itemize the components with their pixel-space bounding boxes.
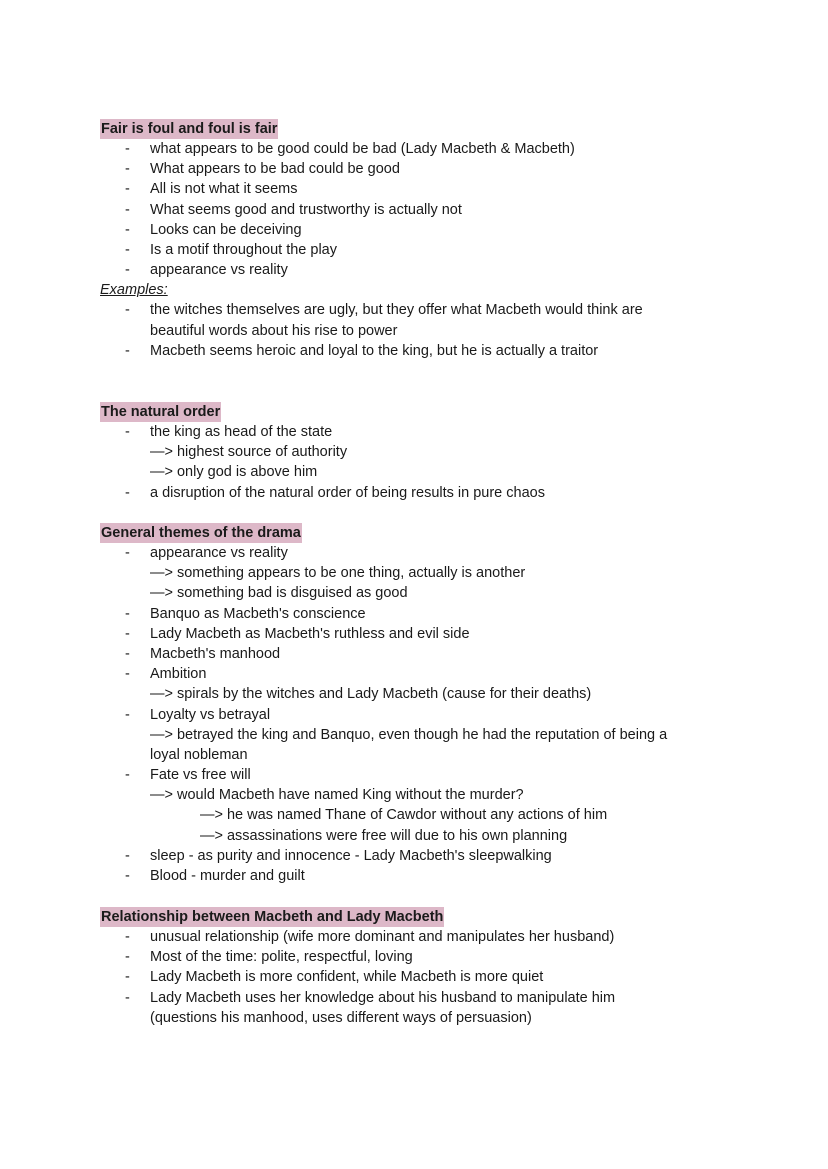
bullet-item: - a disruption of the natural order of being results in pure chaos [125,484,545,501]
bullet-item: - appearance vs reality [125,545,288,561]
section-general-themes [100,523,740,886]
section-fair-is-foul [100,119,740,361]
bullet-item: - unusual relationship (wife more dominant and manipulates her husband) [125,929,615,945]
bullet-item: - All is not what it seems [125,181,298,198]
sub-item: —> something appears to be one thing, actually is another [150,565,526,582]
bullet-item: - the king as head of the state [125,424,333,440]
section-heading: Fair is foul and foul is fair [101,121,278,137]
sub-sub-item: —> assassinations were free will due to his own planning [200,827,568,844]
bullet-item: - Lady Macbeth uses her knowledge about his husband to manipulate him [125,989,616,1006]
example-item: - the witches themselves are ugly, but they offer what Macbeth would think are [125,302,643,319]
bullet-item: - Fate vs free will [125,767,251,784]
sub-item-continuation: loyal nobleman [150,746,248,763]
sub-item: —> something bad is disguised as good [150,585,408,602]
bullet-item: - Lady Macbeth is more confident, while Macbeth is more quiet [125,969,544,986]
section-natural-order [100,402,740,503]
examples-label: Examples: [100,282,168,299]
bullet-item: - Most of the time: polite, respectful, loving [125,949,413,966]
sub-sub-item: —> he was named Thane of Cawdor without any actions of him [200,807,608,824]
bullet-item: - Ambition [125,666,207,683]
bullet-item-continuation: (questions his manhood, uses different ways of persuasion) [150,1009,532,1026]
example-item: - Macbeth seems heroic and loyal to the king, but he is actually a traitor [125,342,599,359]
bullet-item: - Banquo as Macbeth's conscience [125,605,366,622]
section-heading: The natural order [101,404,221,420]
sub-item: —> would Macbeth have named King without the murder? [150,787,524,804]
bullet-item: - Is a motif throughout the play [125,241,337,258]
bullet-item: - Looks can be deceiving [125,221,302,238]
bullet-item: - appearance vs reality [125,262,288,279]
section-relationship [100,907,740,1028]
bullet-item: - what appears to be good could be bad (Lady Macbeth & Macbeth) [125,141,575,157]
bullet-item: - Blood - murder and guilt [125,868,305,884]
bullet-item: - Lady Macbeth as Macbeth's ruthless and evil side [125,625,470,642]
section-heading: General themes of the drama [101,525,301,541]
sub-item: —> spirals by the witches and Lady Macbeth (cause for their deaths) [150,686,592,703]
sub-item: —> betrayed the king and Banquo, even though he had the reputation of being a [150,726,668,743]
sub-item: —> only god is above him [150,464,318,481]
sub-item: —> highest source of authority [150,444,348,461]
example-item-continuation: beautiful words about his rise to power [150,322,398,339]
bullet-item: - Macbeth's manhood [125,645,281,662]
bullet-item: - What appears to be bad could be good [125,161,400,178]
bullet-item: - What seems good and trustworthy is actually not [125,201,462,218]
section-heading: Relationship between Macbeth and Lady Macbeth [101,909,444,925]
bullet-item: - Loyalty vs betrayal [125,706,271,723]
bullet-item: - sleep - as purity and innocence - Lady Macbeth's sleepwalking [125,847,552,864]
